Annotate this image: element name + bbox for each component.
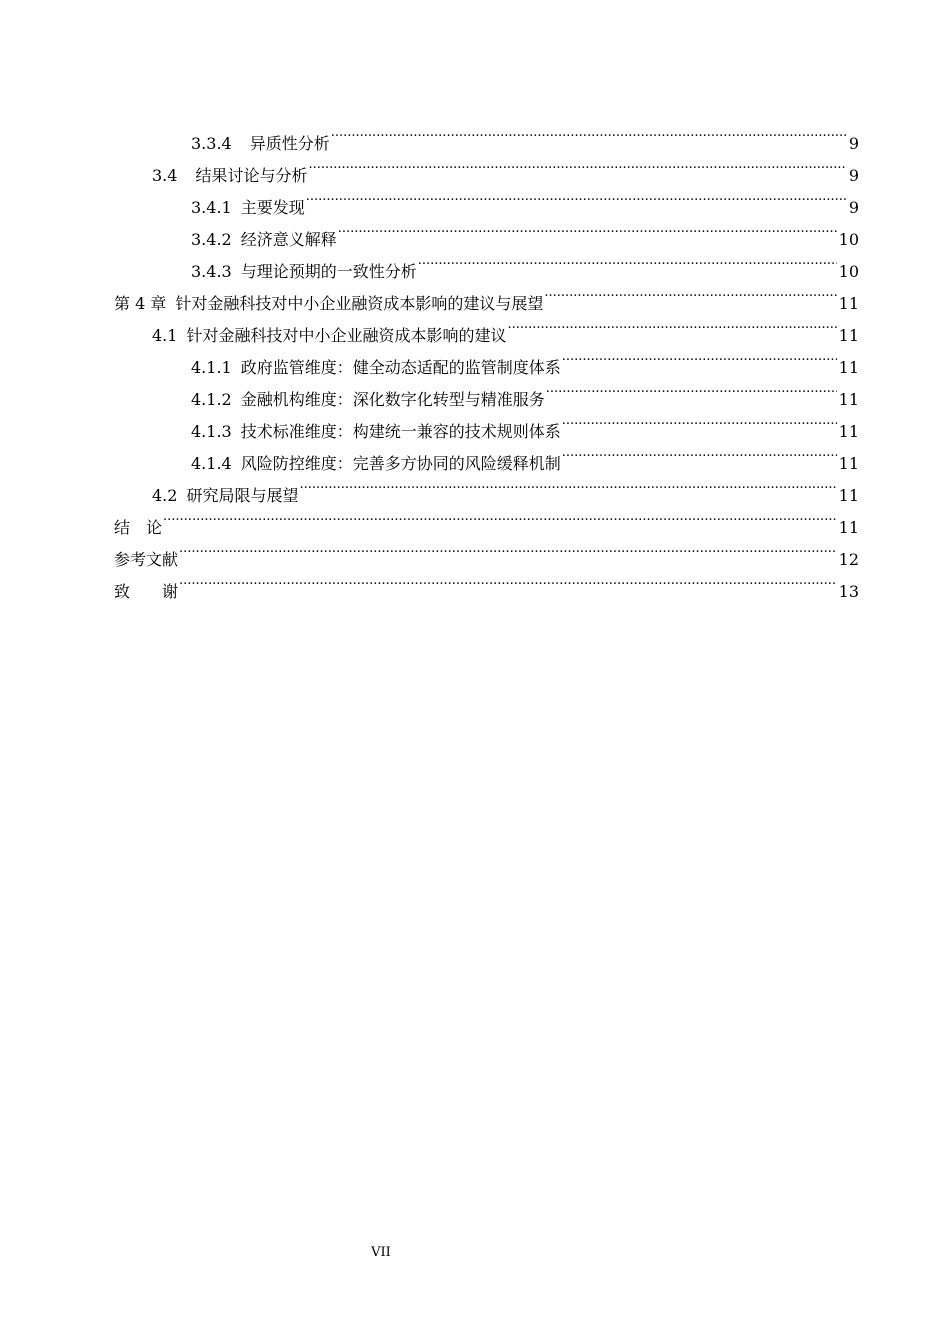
toc-entry-page: 11 [838,390,859,409]
toc-entry-number: 3.4.3 [191,262,232,281]
toc-entry-title: 经济意义解释 [240,230,337,249]
toc-entry-title: 主要发现 [240,198,305,217]
toc-dot-leader [338,213,837,245]
toc-dot-leader [562,437,837,469]
toc-entry-page: 9 [848,134,859,153]
toc-entry-page: 12 [838,550,859,569]
toc-entry[interactable] [114,501,859,537]
toc-entry-number: 4.1.3 [191,422,232,441]
toc-dot-leader [163,501,837,533]
toc-dot-leader [179,565,837,597]
toc-dot-leader [546,373,837,405]
toc-entry-title: 与理论预期的一致性分析 [240,262,417,281]
toc-entry-title: 风险防控维度：完善多方协同的风险缓释机制 [240,454,561,473]
toc-entry-page: 11 [838,326,859,345]
toc-entry-page: 11 [838,422,859,441]
toc-entry-page: 11 [838,518,859,537]
toc-entry-title: 政府监管维度：健全动态适配的监管制度体系 [240,358,561,377]
toc-entry-title: 结果讨论与分析 [195,166,308,185]
toc-dot-leader [299,469,836,501]
toc-entry-page: 11 [838,486,859,505]
toc-entry-page: 11 [838,294,859,313]
toc-dot-leader [179,533,837,565]
toc-entry-number: 3.4.2 [191,230,232,249]
toc-entry-number: 第 4 章 [114,294,167,313]
toc-entry-page: 9 [848,198,859,217]
toc-entry[interactable] [114,117,859,153]
toc-entry-title: 结 论 [114,518,163,537]
toc-entry-number: 3.4 [152,166,178,185]
toc-dot-leader [562,341,837,373]
page-number-footer: VII [371,1245,391,1260]
toc-entry-number: 4.1.1 [191,358,232,377]
toc-entry-page: 11 [838,358,859,377]
toc-entry-page: 10 [838,262,859,281]
toc-entry-title: 异质性分析 [249,134,330,153]
toc-entry[interactable] [114,565,859,601]
toc-entry-title: 针对金融科技对中小企业融资成本影响的建议与展望 [175,294,544,313]
toc-dot-leader [308,149,846,181]
toc-dot-leader [544,277,836,309]
toc-dot-leader [331,117,847,149]
toc-dot-leader [507,309,836,341]
toc-entry-number: 4.1.2 [191,390,232,409]
toc-entry-title: 致 谢 [114,582,179,601]
toc-entry-page: 10 [838,230,859,249]
toc-entry-title: 金融机构维度：深化数字化转型与精准服务 [240,390,545,409]
toc-entry-page: 9 [848,166,859,185]
toc-entry-page: 11 [838,454,859,473]
toc-entry[interactable] [114,533,859,569]
toc-entry-title: 针对金融科技对中小企业融资成本影响的建议 [186,326,507,345]
toc-entry-page: 13 [838,582,859,601]
table-of-contents [114,117,859,601]
toc-entry-number: 3.3.4 [191,134,232,153]
toc-entry-title: 技术标准维度：构建统一兼容的技术规则体系 [240,422,561,441]
toc-entry-title: 参考文献 [114,550,179,569]
toc-dot-leader [562,405,837,437]
toc-entry-number: 4.1.4 [191,454,232,473]
toc-entry-number: 3.4.1 [191,198,232,217]
toc-dot-leader [418,245,837,277]
toc-entry-title: 研究局限与展望 [186,486,299,505]
toc-entry-number: 4.1 [152,326,178,345]
toc-entry-number: 4.2 [152,486,178,505]
toc-dot-leader [306,181,847,213]
